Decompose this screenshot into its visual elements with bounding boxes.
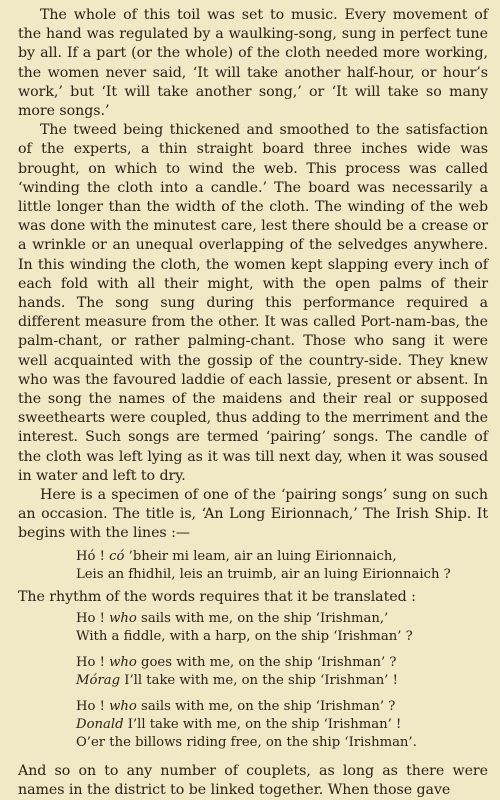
gaelic-verse-line-2: Leis an fhidhil, leis an truimb, air an luing Eirionnaich ? bbox=[76, 566, 451, 582]
english-stanza-3-line-1: Ho ! who sails with me, on the ship ‘Irishman’ ? bbox=[76, 698, 396, 714]
paragraph-pairing-songs-intro: Here is a specimen of one of the ‘pairing songs’ sung on such an occasion. The title is, ‘An Long Eirionnach,’ The Irish Ship. It begins with the lines :— bbox=[18, 487, 488, 542]
english-stanza-2-line-1: Ho ! who goes with me, on the ship ‘Irishman’ ? bbox=[76, 654, 397, 670]
english-stanza-1-line-1: Ho ! who sails with me, on the ship ‘Irishman,’ bbox=[76, 610, 389, 626]
english-stanza-1-line-2: With a fiddle, with a harp, on the ship ‘Irishman’ ? bbox=[76, 628, 413, 644]
english-stanza-2 bbox=[76, 654, 488, 690]
stanza-gap bbox=[76, 646, 488, 654]
english-verse bbox=[18, 610, 488, 752]
paragraph-winding-cloth: The tweed being thickened and smoothed to the satisfaction of the experts, a thin straight board three inches wide was brought, on which to wind the web. This process was called ‘winding the cloth into a candle.’ The board was necessarily a little longer than the width of the cloth. The winding of the web was done with the minutest care, lest there should be a crease or a wrinkle or an unequal overlapping of the selvedges anywhere. In this winding the cloth, the women kept slapping every inch of each fold with all their might, with the open palms of their hands. The song sung during this performance required a different measure from the other. It was called Port-nam-bas, the palm-chant, or rather palming-chant. Those who sang it were well acquainted with the gossip of the country-side. They knew who was the favoured laddie of each lassie, present or absent. In the song the names of the maidens and their real or supposed sweethearts were coupled, thus adding to the merriment and the interest. Such songs are termed ‘pairing’ songs. The candle of the cloth was left lying as it was till next day, when it was soused in water and left to dry. bbox=[18, 122, 488, 484]
english-stanza-3-line-3: O’er the billows riding free, on the ship ‘Irishman’. bbox=[76, 734, 417, 750]
stanza-gap bbox=[76, 690, 488, 698]
english-stanza-1 bbox=[76, 610, 488, 646]
english-stanza-2-line-2: Mórag I’ll take with me, on the ship ‘Irishman’ ! bbox=[76, 672, 398, 688]
paragraph-waulking-song: The whole of this toil was set to music. Every movement of the hand was regulated by a waulking-song, sung in perfect tune by all. If a part (or the whole) of the cloth needed more working, the women never said, ‘It will take another half-hour, or hour’s work,’ but ‘It will take another song,’ or ‘It will take so many more songs.’ bbox=[18, 7, 488, 120]
paragraph-couplets: And so on to any number of couplets, as long as there were names in the district to be linked together. When those gave bbox=[18, 762, 488, 799]
gaelic-verse bbox=[18, 548, 488, 584]
english-stanza-3-line-2: Donald I’ll take with me, on the ship ‘Irishman’ ! bbox=[76, 716, 402, 732]
paragraph-translation-note: The rhythm of the words requires that it be translated : bbox=[18, 588, 416, 605]
english-stanza-3 bbox=[76, 698, 488, 752]
gaelic-verse-line-1: Hó ! có ’bheir mi leam, air an luing Eirionnaich, bbox=[76, 548, 397, 564]
